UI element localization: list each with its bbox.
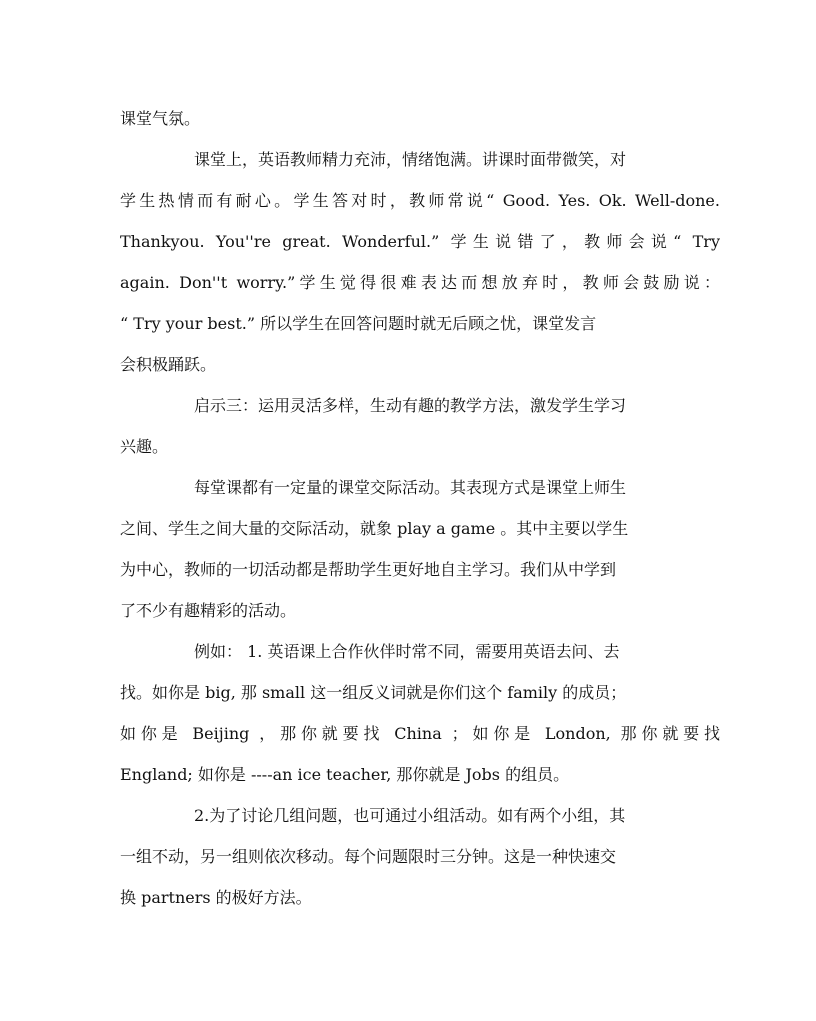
paragraph-line: 换 partners 的极好方法。 [120,888,312,907]
paragraph-line: 找。如你是 big, 那 small 这一组反义词就是你们这个 family 的成员； [120,683,627,702]
paragraph-line: 课堂气氛。 [120,109,201,128]
paragraph-line: 启示三：运用灵活多样，生动有趣的教学方法，激发学生学习 [194,396,627,415]
paragraph-line: 之间、学生之间大量的交际活动，就象 play a game 。其中主要以学生 [120,519,629,538]
paragraph-line: “ Try your best.” 所以学生在回答问题时就无后顾之忧，课堂发言 [120,314,597,333]
paragraph-line: 一组不动，另一组则依次移动。每个问题限时三分钟。这是一种快速交 [120,847,617,866]
paragraph-line: 为中心，教师的一切活动都是帮助学生更好地自主学习。我们从中学到 [120,560,617,579]
paragraph-line: England; 如你是 ----an ice teacher, 那你就是 Jobs 的组员。 [120,765,570,784]
paragraph-line: 例如： 1. 英语课上合作伙伴时常不同，需要用英语去问、去 [194,642,620,661]
paragraph-line: 学生热情而有耐心。学生答对时，教师常说“ Good. Yes. Ok. Well-done. [120,191,720,210]
document-body [120,98,720,918]
paragraph-line: 2.为了讨论几组问题，也可通过小组活动。如有两个小组，其 [194,806,626,825]
paragraph-line: again. Don''t worry.”学生觉得很难表达而想放弃时，教师会鼓励说： [120,273,720,292]
paragraph-line: 如你是 Beijing ，那你就要找 China ；如你是 London, 那你就要找 [120,724,720,743]
paragraph-line: Thankyou. You''re great. Wonderful.” 学生说错了，教师会说“ Try [120,232,720,251]
paragraph-line: 课堂上，英语教师精力充沛，情绪饱满。讲课时面带微笑，对 [194,150,627,169]
paragraph-line: 会积极踊跃。 [120,355,217,374]
paragraph-line: 每堂课都有一定量的课堂交际活动。其表现方式是课堂上师生 [194,478,627,497]
paragraph-line: 了不少有趣精彩的活动。 [120,601,297,620]
paragraph-line: 兴趣。 [120,437,169,456]
